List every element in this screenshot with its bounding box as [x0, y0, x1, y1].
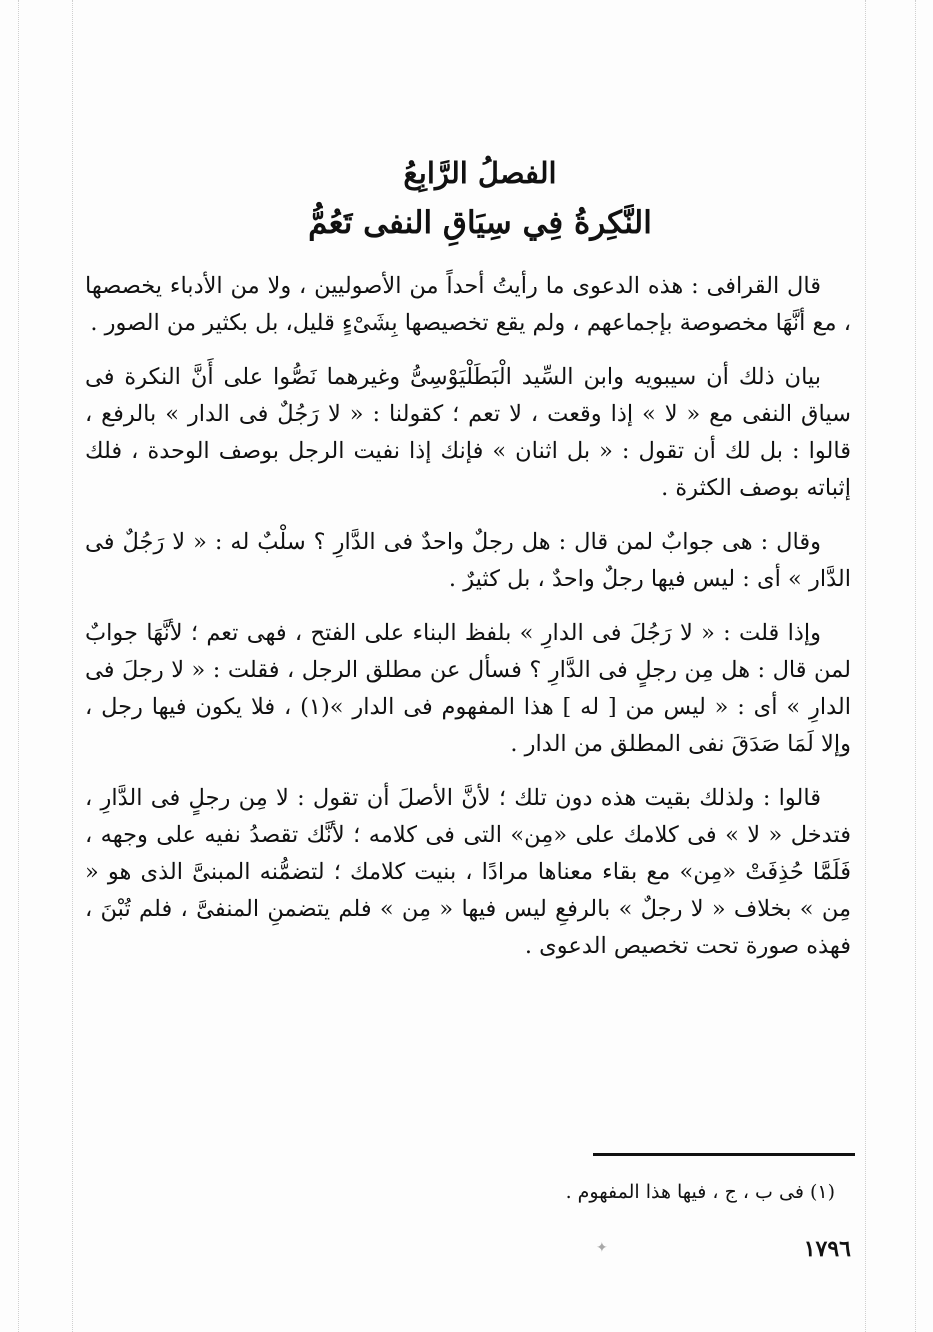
- margin-guide-line: [915, 0, 916, 1332]
- section-title: النَّكِرةُ فِي سِيَاقِ النفى تَعُمُّ: [308, 205, 652, 241]
- footnote-separator: [593, 1153, 855, 1156]
- paragraph: وإذا قلت : « لا رَجُلَ فى الدارِ » بلفظ البناء على الفتح ، فهى تعم ؛ لأنَّهَا جوابٌ لمن قال : هل مِن رجلٍ فى الدَّارِ ؟ فسأل عن مطلق الرجل ، فقلت : « لا رجلَ فى الدارِ » أى : « ليس من [ له ] هذا المفهوم فى الدار »(١) ، فلا يكون فيها رجل ، وإلا لَمَا صَدَقَ نفى المطلق من الدار .: [85, 620, 851, 757]
- footnote: (١) فى ب ، ج ، فيها هذا المفهوم .: [565, 1181, 835, 1203]
- paragraph: بيان ذلك أن سيبويه وابن السِّيد الْبَطَلْيَوْسِىُّ وغيرهما نَصُّوا على أَنَّ النكرة فى سياق النفى مع « لا » إذا وقعت ، لا تعم ؛ كقولنا : « لا رَجُلٌ فى الدار » بالرفع ، قالوا : بل لك أن تقول : « بل اثنان » فإنك إذا نفيت الرجل بوصف الوحدة ، فلك إثباته بوصف الكثرة .: [85, 364, 851, 501]
- chapter-title: الفصلُ الرَّابِعُ: [403, 156, 557, 190]
- margin-guide-line: [18, 0, 19, 1332]
- margin-guide-line: [865, 0, 866, 1332]
- body-text: [85, 268, 851, 982]
- scan-speck-icon: ✦: [596, 1240, 608, 1256]
- paragraph: وقال : هى جوابٌ لمن قال : هل رجلٌ واحدٌ فى الدَّارِ ؟ سلْبٌ له : « لا رَجُلٌ فى الدَّار » أى : ليس فيها رجلٌ واحدٌ ، بل كثيرٌ .: [85, 529, 851, 592]
- paragraph: قال القرافى : هذه الدعوى ما رأيتُ أحداً من الأصوليين ، ولا من الأدباء يخصصها ، مع أنَّهَا مخصوصة بإجماعهم ، ولم يقع تخصيصها بِشَىْءٍ قليل، بل بكثير من الصور .: [85, 273, 851, 336]
- paragraph: قالوا : ولذلك بقيت هذه دون تلك ؛ لأنَّ الأصلَ أن تقول : لا مِن رجلٍ فى الدَّارِ ، فتدخل « لا » فى كلامك على «مِن» التى فى كلامه ؛ لأنَّك تقصدُ نفيه على وجهه ، فَلَمَّا حُذِفَتْ «مِن» مع بقاء معناها مرادًا ، بنيت كلامك ؛ لتضمُّنه المبنىَّ الذى هو « مِن » بخلاف « لا رجلٌ » بالرفعِ ليس فيها « مِن » فلم يتضمنِ المنفىَّ ، فلم تُبْنَ ، فهذه صورة تحت تخصيص الدعوى .: [85, 785, 851, 959]
- heading-block: [100, 150, 860, 250]
- page-number: ١٧٩٦: [803, 1236, 851, 1262]
- margin-guide-line: [72, 0, 73, 1332]
